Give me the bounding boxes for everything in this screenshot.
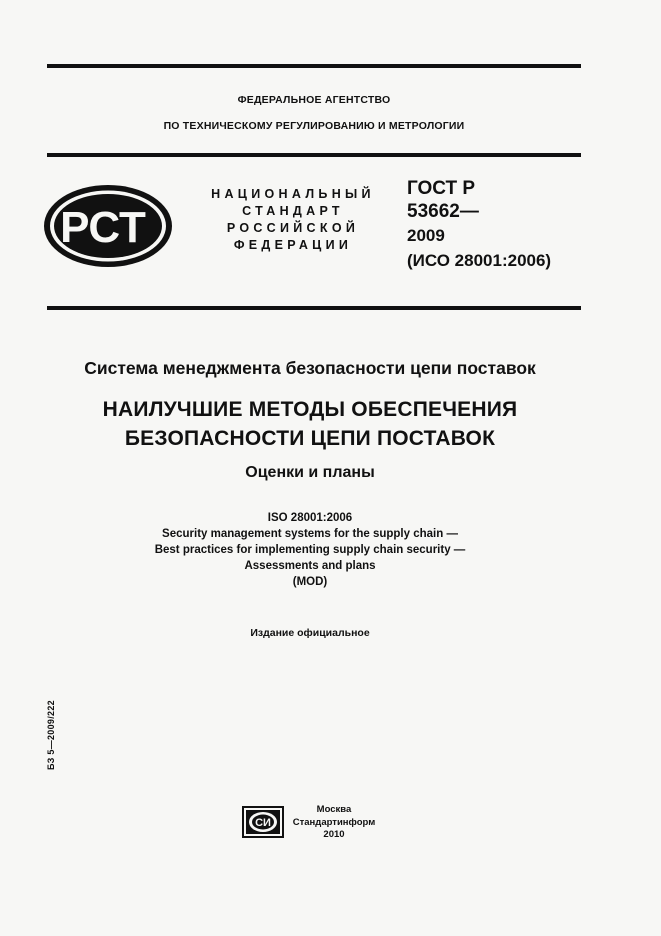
national-standard-line: ФЕДЕРАЦИИ — [233, 238, 353, 252]
national-standard-line: РОССИЙСКОЙ — [226, 221, 360, 235]
publisher-logo-text: СИ — [255, 817, 271, 829]
designation-number: 53662— — [407, 201, 479, 222]
document-subtitle: Система менеджмента безопасности цепи поставок — [84, 358, 536, 378]
english-line-2: Best practices for implementing supply chain security — — [154, 544, 466, 556]
standard-designation — [407, 177, 587, 273]
designation-year: 2009 — [407, 226, 445, 245]
national-standard-line: СТАНДАРТ — [242, 204, 344, 218]
document-part-title: Оценки и планы — [245, 464, 375, 481]
document-title-line-1: НАИЛУЧШИЕ МЕТОДЫ ОБЕСПЕЧЕНИЯ — [102, 398, 518, 421]
publisher-logo-icon — [242, 806, 284, 838]
national-standard-label — [198, 186, 388, 254]
national-standard-line: НАЦИОНАЛЬНЫЙ — [211, 187, 375, 201]
english-line-1: Security management systems for the supply chain — — [162, 528, 458, 540]
english-title-block — [0, 510, 620, 590]
agency-line-1: ФЕДЕРАЛЬНОЕ АГЕНТСТВО — [237, 94, 391, 106]
header-rule — [47, 153, 581, 157]
designation-rule — [47, 306, 581, 310]
top-rule — [47, 64, 581, 68]
designation-prefix: ГОСТ Р — [407, 178, 476, 199]
publisher-name: Стандартинформ — [292, 816, 376, 828]
publisher-city: Москва — [316, 804, 352, 815]
official-edition-label: Издание официальное — [250, 627, 370, 639]
english-line-3: Assessments and plans — [244, 560, 376, 572]
english-code: ISO 28001:2006 — [267, 512, 353, 524]
side-code: БЗ 5—2009/222 — [46, 700, 56, 770]
document-title-line-2: БЕЗОПАСНОСТИ ЦЕПИ ПОСТАВОК — [124, 427, 496, 450]
rst-logo-icon — [42, 183, 174, 269]
rst-logo-text: РСТ — [60, 203, 146, 252]
publisher-block — [289, 804, 379, 842]
english-line-4: (MOD) — [292, 576, 328, 588]
designation-iso: (ИСО 28001:2006) — [407, 251, 552, 270]
publisher-year: 2010 — [323, 829, 345, 840]
agency-line-2: ПО ТЕХНИЧЕСКОМУ РЕГУЛИРОВАНИЮ И МЕТРОЛОГИИ — [163, 120, 465, 132]
